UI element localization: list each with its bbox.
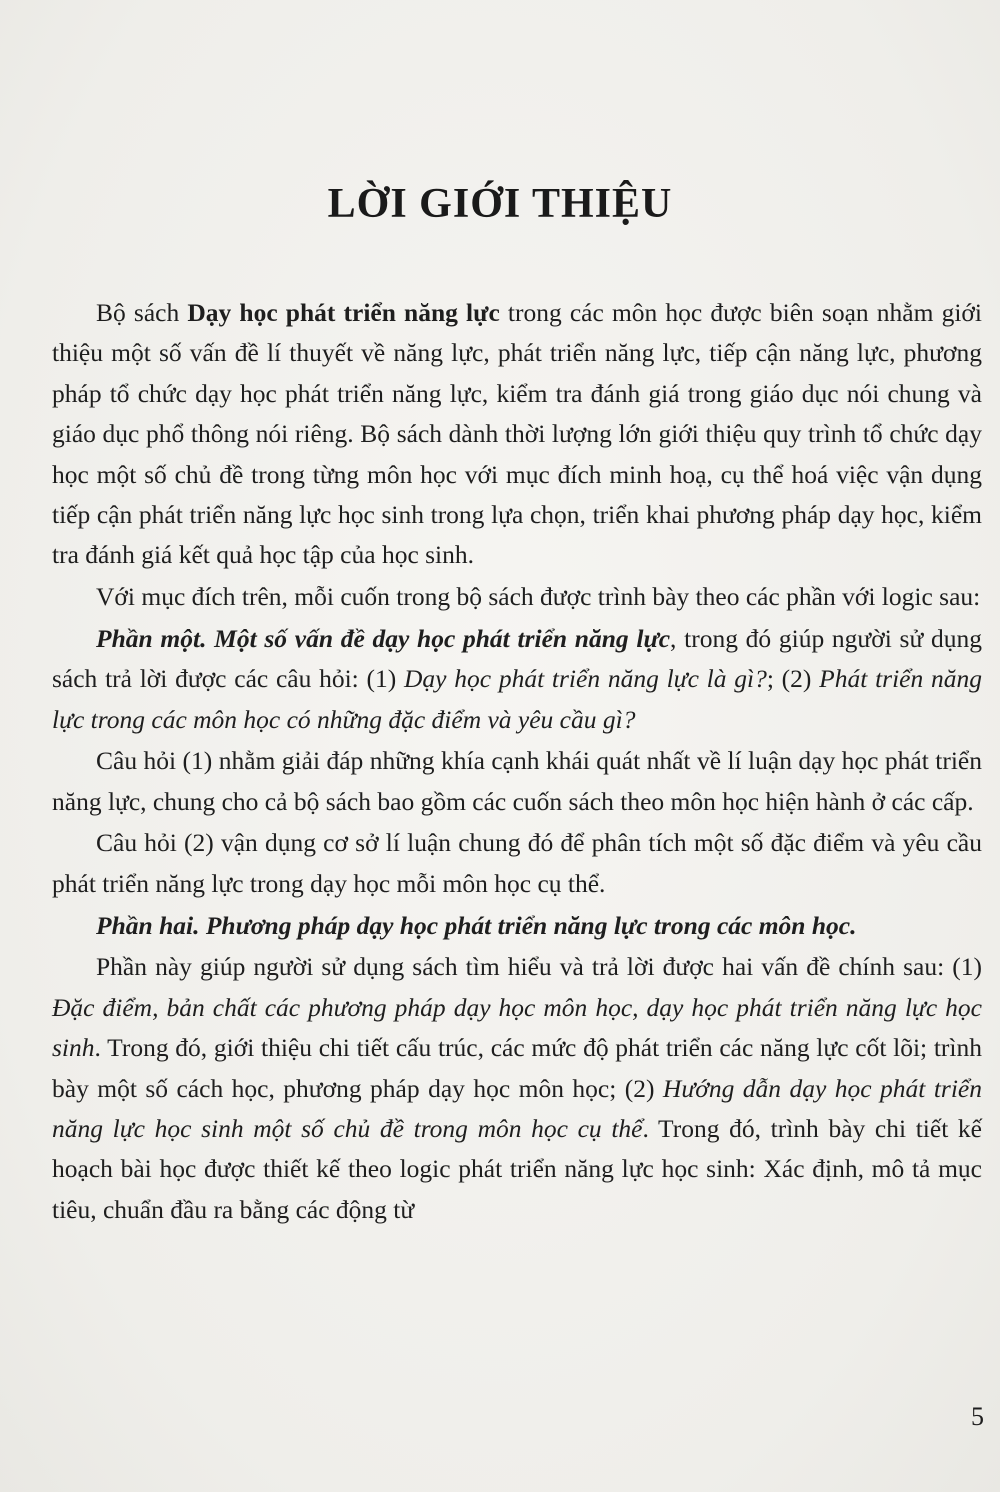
p3-text-b: , trong đó giúp người sử dụng sách trả lời được các câu hỏi: (1)	[52, 623, 982, 694]
page-number: 5	[971, 1402, 984, 1431]
paragraph-2: Với mục đích trên, mỗi cuốn trong bộ sách được trình bày theo các phần với logic sau:	[96, 582, 981, 612]
paragraph-7	[52, 947, 982, 1230]
part-one-heading: Phần một. Một số vấn đề dạy học phát triển năng lực	[96, 623, 671, 653]
paragraph-3	[52, 619, 982, 740]
p1-text-a: Bộ sách	[96, 298, 188, 327]
question-1: Dạy học phát triển năng lực là gì?	[404, 664, 767, 694]
p7-italic-b: Đặc điểm, bản chất các phương pháp dạy học môn học, dạy học phát triển năng lực học sinh	[52, 992, 982, 1063]
p7-text-c: . Trong đó, giới thiệu chi tiết cấu trúc, các mức độ phát triển các năng lực cốt lõi; trình bày một số cách học, phương pháp dạy học môn học; (2)	[52, 1033, 982, 1103]
question-2: Phát triển năng lực trong các môn học có những đặc điểm và yêu cầu gì?	[52, 664, 982, 734]
body-text	[52, 293, 982, 1231]
paragraph-1	[52, 293, 982, 576]
p7-text-a: Phần này giúp người sử dụng sách tìm hiểu và trả lời được hai vấn đề chính sau: (1)	[96, 952, 982, 982]
p7-text-e: . Trong đó, trình bày chi tiết kế hoạch bài học được thiết kế theo logic phát triển năng lực học sinh: Xác định, mô tả mục tiêu, chuẩn đầu ra bằng các động từ	[52, 1113, 982, 1224]
p3-text-d: ; (2)	[766, 664, 820, 694]
p1-text-c: trong các môn học được biên soạn nhằm giới thiệu một số vấn đề lí thuyết về năng lực, phát triển năng lực, tiếp cận năng lực, phương pháp tổ chức dạy học phát triển năng lực, kiểm tra đánh giá trong giáo dục nói chung và giáo dục phổ thông nói riêng. Bộ sách dành thời lượng lớn giới thiệu quy trình tổ chức dạy học một số chủ đề trong từng môn học với mục đích minh hoạ, cụ thể hoá việc vận dụng tiếp cận phát triển năng lực học sinh trong lựa chọn, triển khai phương pháp dạy học, kiểm tra đánh giá kết quả học tập của học sinh.	[52, 298, 982, 570]
paragraph-5: Câu hỏi (2) vận dụng cơ sở lí luận chung đó để phân tích một số đặc điểm và yêu cầu phát triển năng lực trong dạy học mỗi môn học cụ thể.	[52, 828, 982, 898]
p7-italic-d: Hướng dẫn dạy học phát triển năng lực học sinh một số chủ đề trong môn học cụ thể	[52, 1073, 982, 1143]
p1-series-title: Dạy học phát triển năng lực	[187, 298, 500, 327]
paragraph-4: Câu hỏi (1) nhằm giải đáp những khía cạnh khái quát nhất về lí luận dạy học phát triển năng lực, chung cho cả bộ sách bao gồm các cuốn sách theo môn học hiện hành ở các cấp.	[52, 746, 982, 816]
part-two-heading: Phần hai. Phương pháp dạy học phát triển năng lực trong các môn học.	[96, 910, 857, 940]
page-title: LỜI GIỚI THIỆU	[327, 181, 673, 227]
